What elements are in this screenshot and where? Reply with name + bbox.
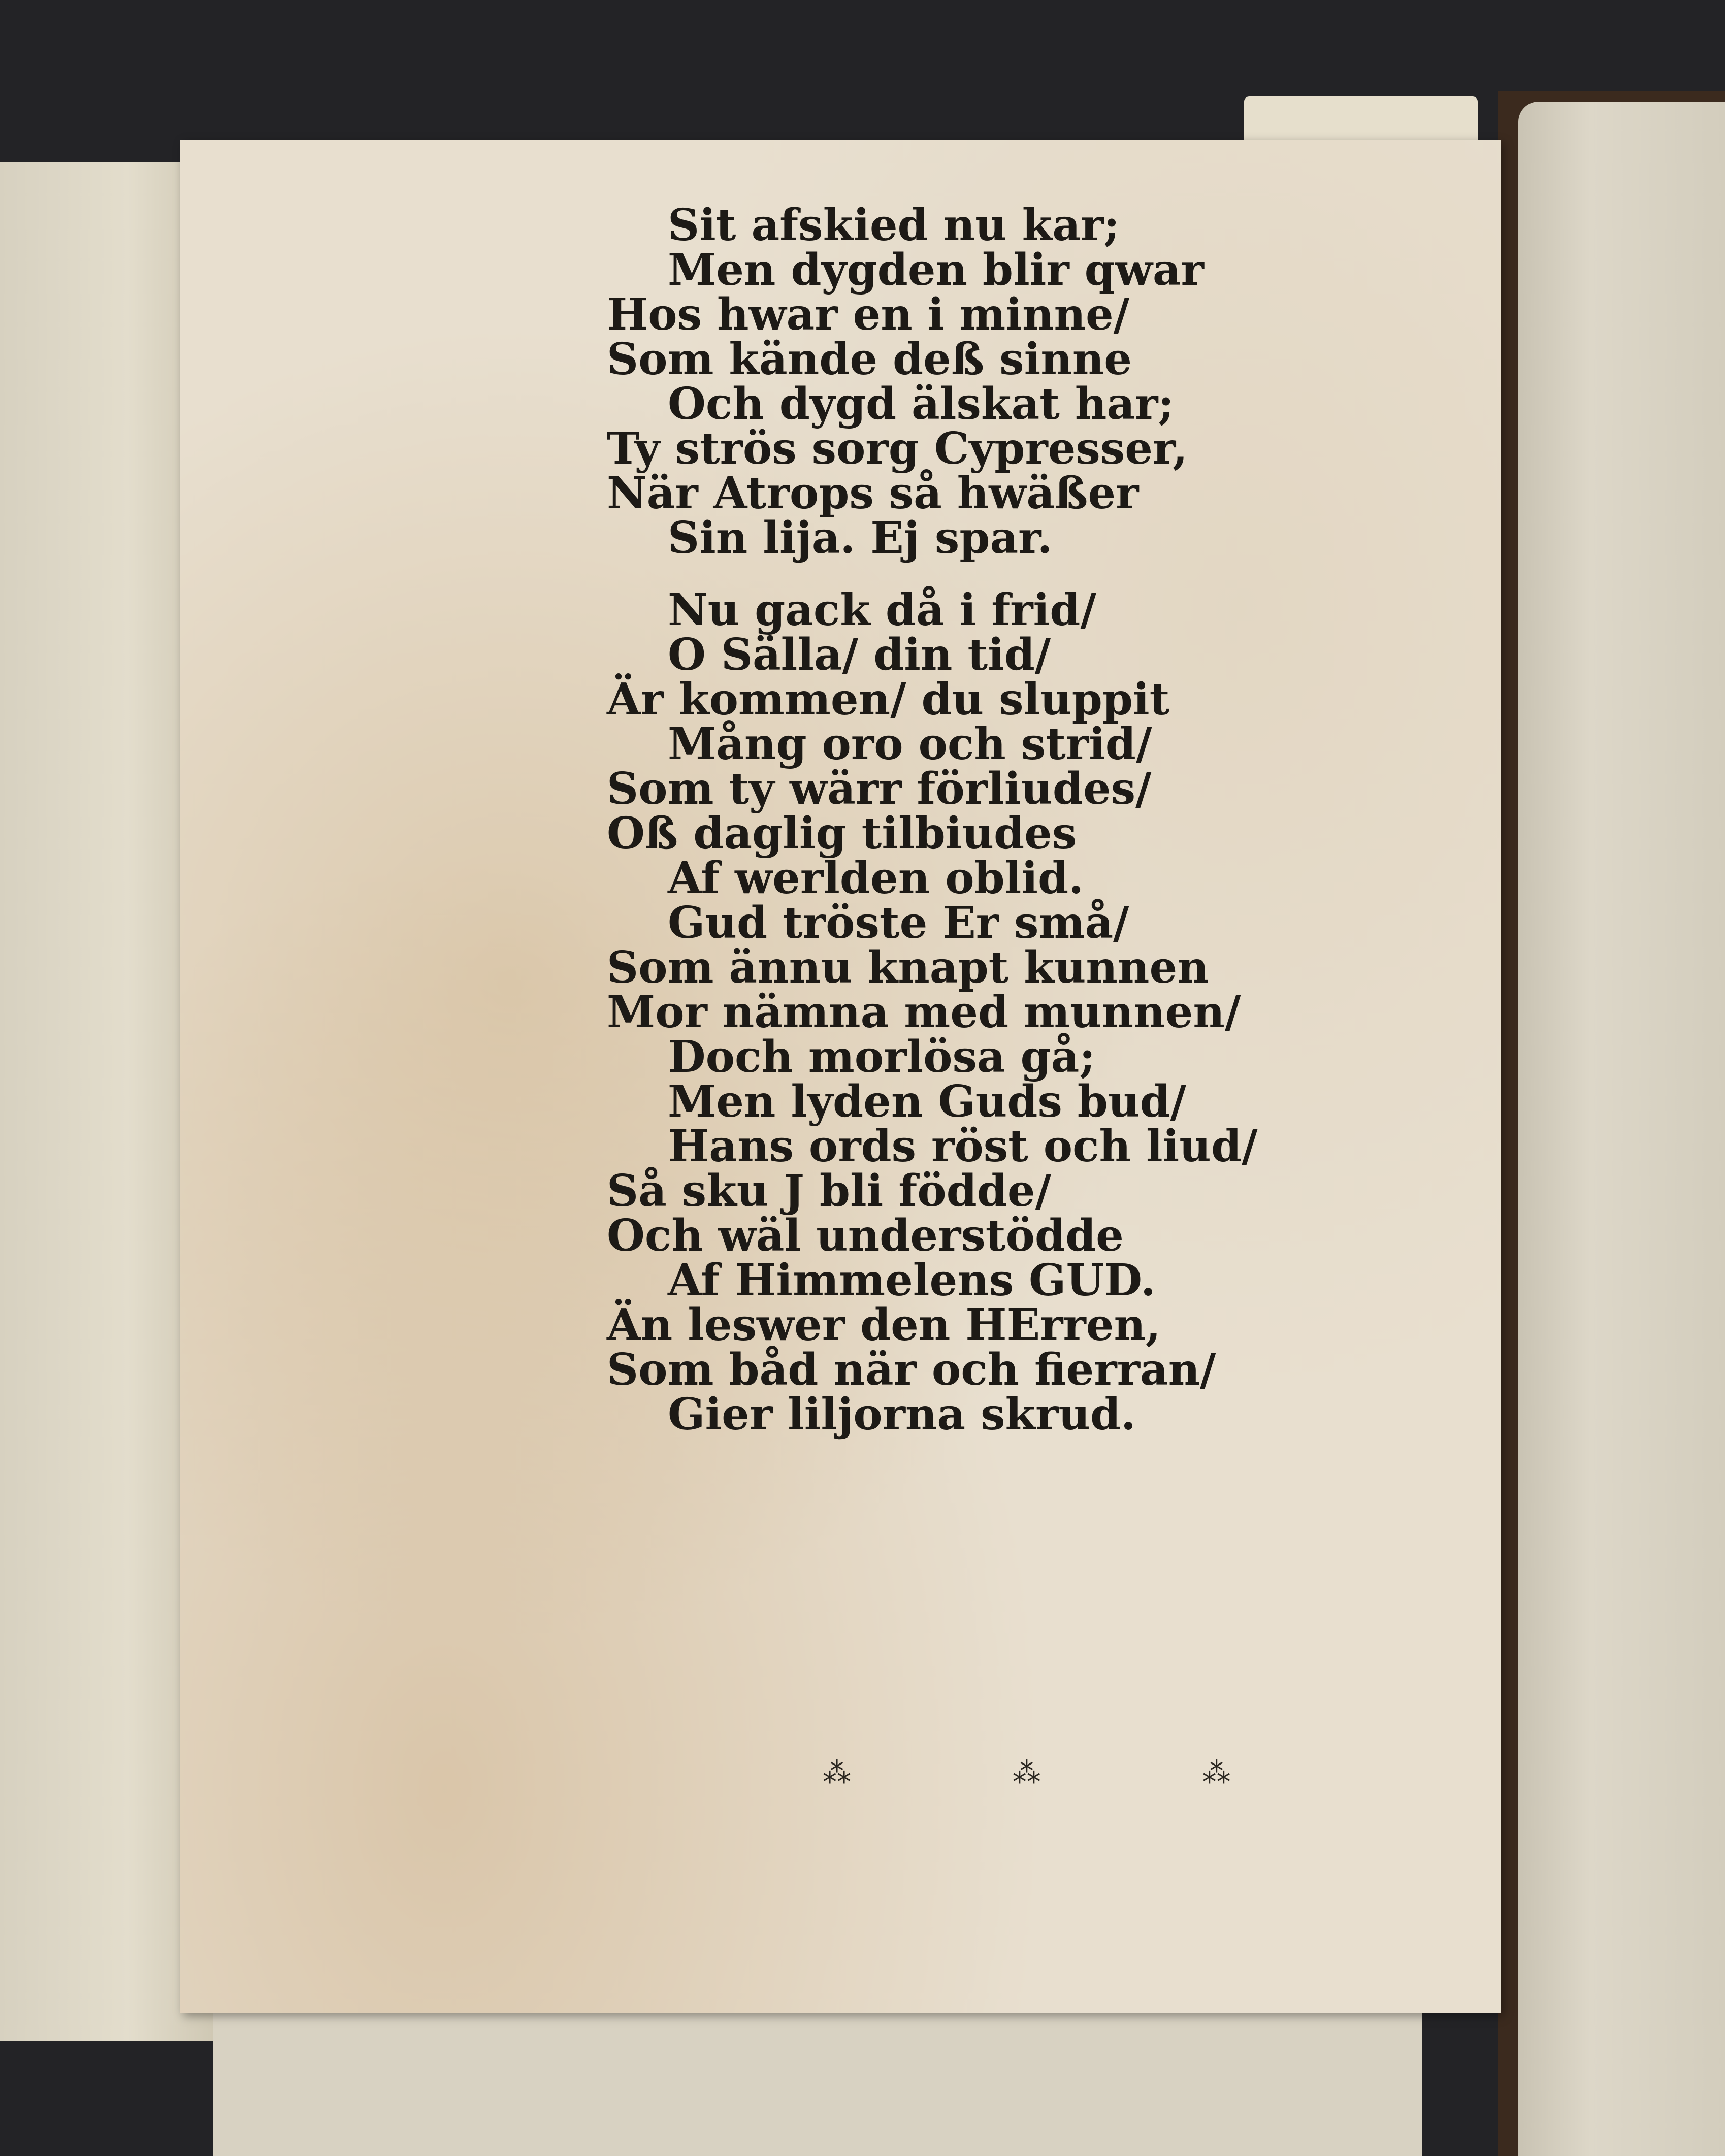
stanza-2	[607, 584, 1292, 1440]
poem-line: Ty strös sorg Cypresser,	[607, 423, 1188, 474]
poem-line: Nu gack då i frid/	[668, 584, 1096, 636]
ornament-mark: ⁂ ⁂ ⁂	[823, 1757, 1307, 1790]
poem-line: Men dygden blir qwar	[668, 244, 1204, 296]
poem-line: Mor nämna med munnen/	[607, 987, 1241, 1038]
poem-line: Är kommen/ du sluppit	[607, 674, 1170, 725]
poem-line: Som kände deß sinne	[607, 334, 1132, 385]
poem-line: Gud tröste Er små/	[668, 897, 1129, 949]
poem-line: Som ty wärr förliudes/	[607, 763, 1152, 814]
poem-line: Sit afskied nu kar;	[668, 200, 1120, 251]
poem-line: Sin lija. Ej spar.	[668, 512, 1053, 564]
poem-line: Men lyden Guds bud/	[668, 1076, 1186, 1127]
poem-line: Gier liljorna skrud.	[668, 1389, 1136, 1440]
poem-line: Mång oro och strid/	[668, 718, 1152, 770]
poem-text	[607, 200, 1292, 1440]
poem-line: O Sälla/ din tid/	[668, 629, 1051, 680]
paper-tab	[1244, 96, 1478, 145]
poem-line: Hans ords röst och liud/	[668, 1121, 1258, 1172]
poem-line: Än leswer den HErren,	[607, 1299, 1161, 1351]
poem-line: Som båd när och fierran/	[607, 1344, 1216, 1395]
poem-line: Doch morlösa gå;	[668, 1031, 1096, 1083]
poem-line: Oß daglig tilbiudes	[607, 808, 1077, 859]
poem-line: Så sku J bli födde/	[607, 1165, 1052, 1217]
poem-line: Af werlden oblid.	[668, 853, 1084, 904]
stanza-gap	[607, 561, 1292, 588]
poem-line: Som ännu knapt kunnen	[607, 942, 1209, 993]
poem-line: Och dygd älskat har;	[668, 378, 1175, 430]
poem-line: Af Himmelens GUD.	[668, 1255, 1156, 1306]
poem-line: Och wäl understödde	[607, 1210, 1124, 1261]
stanza-1	[607, 200, 1292, 564]
poem-line: När Atrops så hwäßer	[607, 468, 1139, 519]
facing-page	[1518, 102, 1725, 2156]
poem-line: Hos hwar en i minne/	[607, 289, 1130, 340]
